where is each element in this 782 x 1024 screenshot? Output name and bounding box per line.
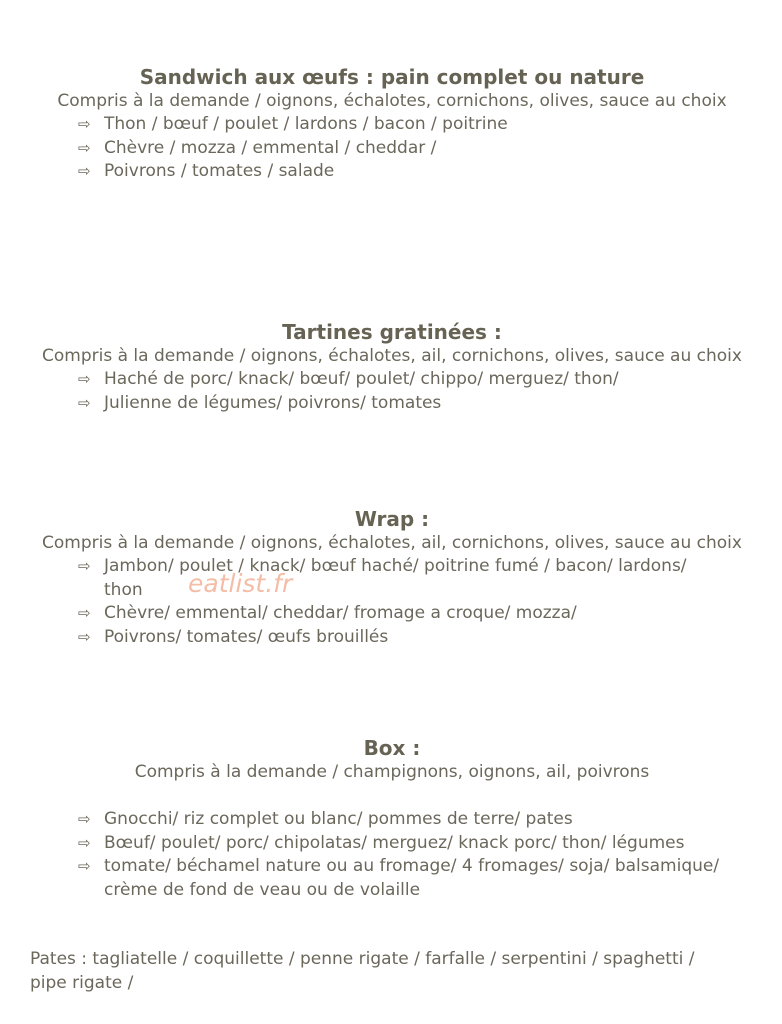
item-text: Poivrons / tomates / salade [104, 161, 335, 181]
list-item [24, 137, 760, 161]
item-list [24, 808, 760, 902]
list-item [24, 555, 760, 602]
item-text: Chèvre / mozza / emmental / cheddar / [104, 137, 437, 158]
list-item [24, 368, 760, 392]
section-subtitle: Compris à la demande / oignons, échalotes, cornichons, olives, sauce au choix [57, 91, 727, 111]
arrow-right-icon: ⇨ [78, 138, 91, 157]
item-text: Poivrons/ tomates/ œufs brouillés [104, 626, 389, 647]
list-item [24, 602, 760, 626]
arrow-right-icon: ⇨ [78, 857, 91, 875]
section-title: Sandwich aux œufs : pain complet ou nature [139, 65, 645, 89]
arrow-right-icon: ⇨ [78, 833, 91, 852]
section-sandwich [24, 64, 760, 184]
item-text: Bœuf/ poulet/ porc/ chipolatas/ merguez/ knack porc/ thon/ légumes [104, 832, 685, 853]
arrow-right-icon: ⇨ [78, 115, 91, 133]
item-text: Gnocchi/ riz complet ou blanc/ pommes de terre/ pates [104, 809, 573, 829]
arrow-right-icon: ⇨ [78, 810, 91, 828]
item-text: Julienne de légumes/ poivrons/ tomates [104, 392, 442, 413]
section-tartines [24, 319, 760, 415]
section-subtitle: Compris à la demande / oignons, échalotes, ail, cornichons, olives, sauce au choix [42, 346, 742, 366]
arrow-right-icon: ⇨ [78, 557, 91, 575]
arrow-right-icon: ⇨ [78, 370, 91, 388]
item-text: Haché de porc/ knack/ bœuf/ poulet/ chippo/ merguez/ thon/ [104, 369, 619, 389]
pasta-list: Pates : tagliatelle / coquillette / penne rigate / farfalle / serpentini / spaghetti / pipe rigate / [30, 949, 695, 993]
watermark-text: eatlist.fr [188, 569, 293, 598]
section-subtitle: Compris à la demande / champignons, oignons, ail, poivrons [134, 762, 650, 782]
arrow-right-icon: ⇨ [78, 393, 91, 412]
list-item [24, 832, 760, 856]
item-text: Jambon/ poulet / knack/ bœuf haché/ poitrine fumé / bacon/ lardons/ thon [104, 556, 687, 600]
section-subtitle: Compris à la demande / oignons, échalotes, ail, cornichons, olives, sauce au choix [42, 533, 742, 553]
item-text: Chèvre/ emmental/ cheddar/ fromage a croque/ mozza/ [104, 603, 577, 623]
section-wrap [24, 506, 760, 649]
item-list [24, 368, 760, 415]
list-item [24, 855, 760, 902]
section-title: Tartines gratinées : [282, 320, 502, 344]
item-list [24, 555, 760, 649]
arrow-right-icon: ⇨ [78, 162, 91, 180]
list-item [24, 808, 760, 832]
list-item [24, 113, 760, 137]
arrow-right-icon: ⇨ [78, 627, 91, 646]
item-list [24, 113, 760, 184]
section-box [24, 735, 760, 902]
list-item [24, 392, 760, 416]
list-item [24, 626, 760, 650]
section-title: Wrap : [354, 507, 430, 531]
arrow-right-icon: ⇨ [78, 604, 91, 622]
item-text: Thon / bœuf / poulet / lardons / bacon / poitrine [104, 114, 508, 134]
list-item [24, 160, 760, 184]
section-title: Box : [363, 736, 421, 760]
item-text: tomate/ béchamel nature ou au fromage/ 4 fromages/ soja/ balsamique/ crème de fond de veau ou de volaille [104, 856, 720, 900]
